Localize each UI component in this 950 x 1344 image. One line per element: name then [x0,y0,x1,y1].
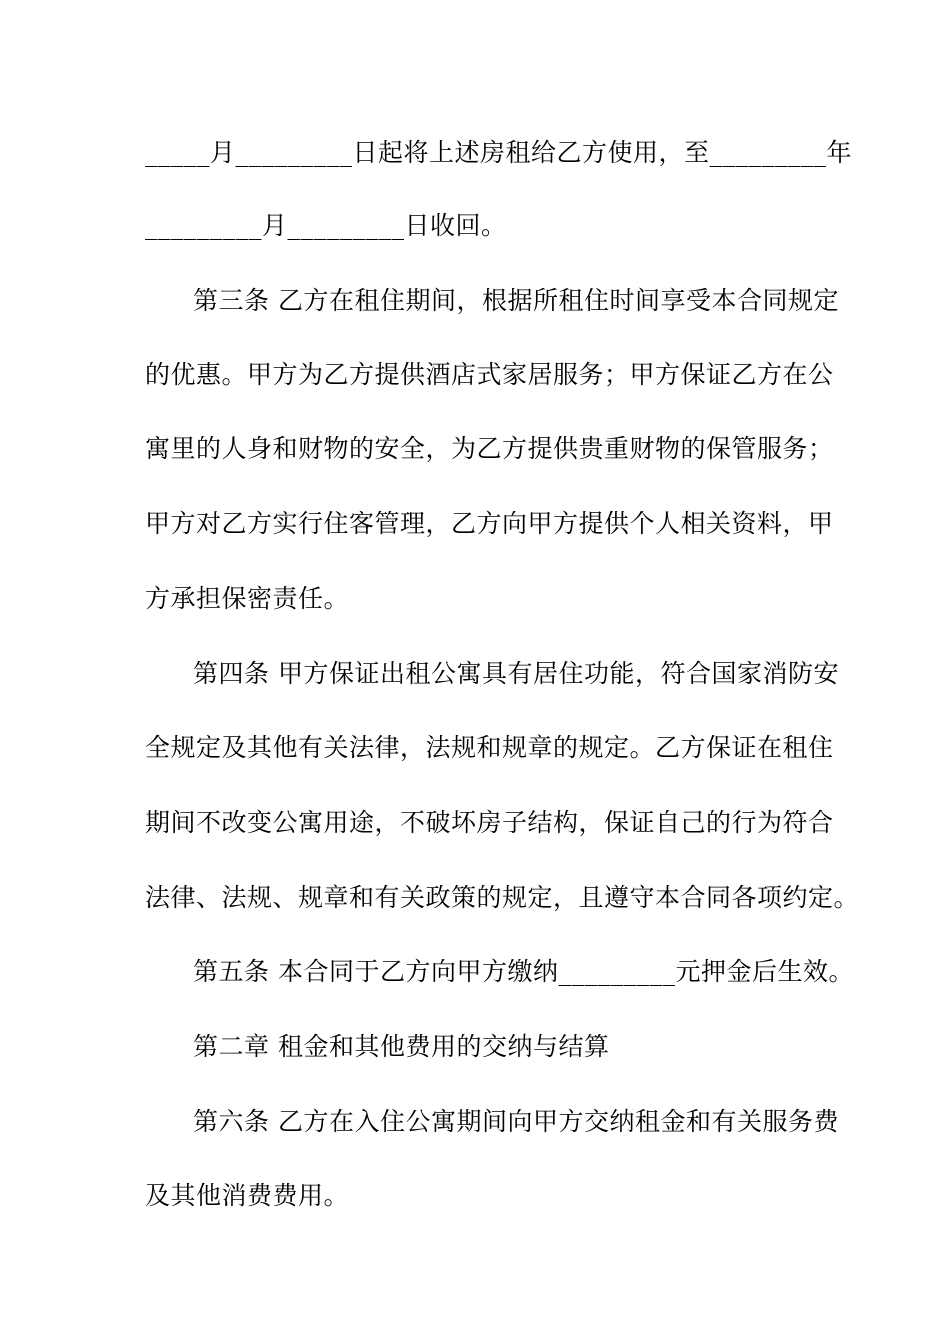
text-line: 甲方对乙方实行住客管理，乙方向甲方提供个人相关资料，甲 [145,509,834,538]
text-line: _____月_________日起将上述房租给乙方使用，至_________年 [145,138,853,167]
clause-3-heading-line: 第三条 乙方在租住期间，根据所租住时间享受本合同规定 [193,286,839,315]
text-line: 全规定及其他有关法律，法规和规章的规定。乙方保证在租住 [145,733,834,762]
clause-5-line: 第五条 本合同于乙方向甲方缴纳_________元押金后生效。 [193,957,854,986]
text-line: 寓里的人身和财物的安全，为乙方提供贵重财物的保管服务； [145,434,834,463]
chapter-2-heading: 第二章 租金和其他费用的交纳与结算 [193,1032,610,1061]
text-line: 的优惠。甲方为乙方提供酒店式家居服务；甲方保证乙方在公 [145,360,834,389]
text-line: 及其他消费费用。 [145,1181,350,1210]
clause-4-heading-line: 第四条 甲方保证出租公寓具有居住功能，符合国家消防安 [193,659,839,688]
text-line: 方承担保密责任。 [145,584,350,613]
text-line: 期间不改变公寓用途，不破坏房子结构，保证自己的行为符合 [145,808,834,837]
text-line: _________月_________日收回。 [145,211,507,240]
clause-6-heading-line: 第六条 乙方在入住公寓期间向甲方交纳租金和有关服务费 [193,1107,839,1136]
text-line: 法律、法规、规章和有关政策的规定，且遵守本合同各项约定。 [145,883,860,912]
